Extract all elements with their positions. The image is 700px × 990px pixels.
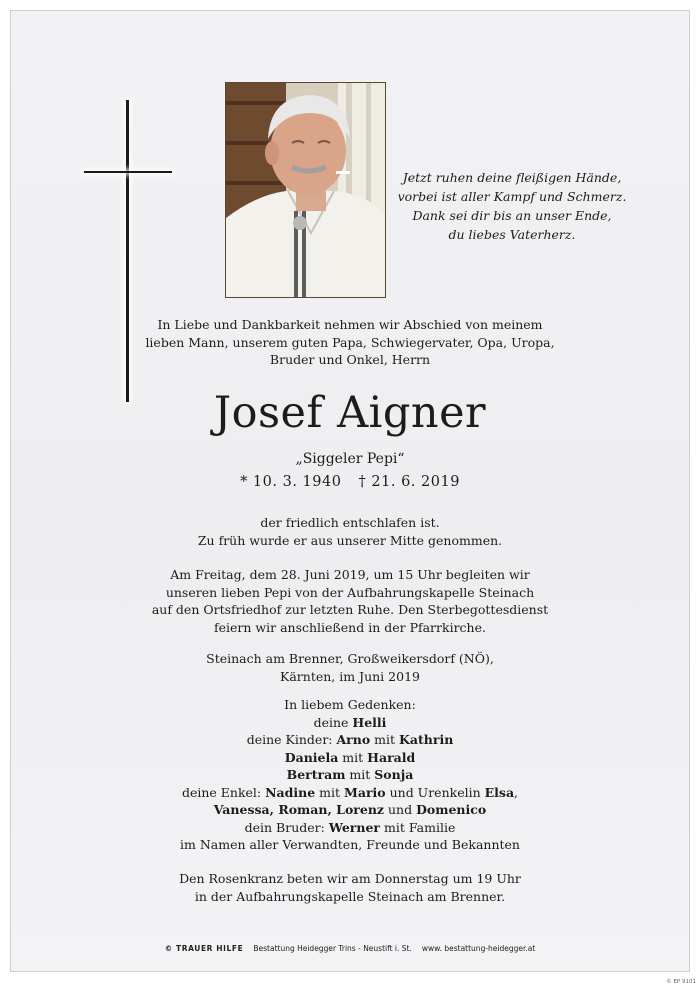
funeral-line: unseren lieben Pepi von der Aufbahrungskapelle Steinach <box>165 584 535 600</box>
death-date: † 21. 6. 2019 <box>358 474 460 490</box>
verse-line: Jetzt ruhen deine fleißigen Hände, <box>402 170 622 185</box>
intro-line: Bruder und Onkel, Herrn <box>269 352 431 367</box>
mourner-others: im Namen aller Verwandten, Freunde und Bekannten <box>180 837 520 852</box>
place-date-line: Steinach am Brenner, Großweikersdorf (NÖ), <box>206 651 494 666</box>
mourner-grandchildren: Vanessa, Roman, Lorenz und Domenico <box>213 802 487 817</box>
partner-name: Harald <box>367 749 416 765</box>
passing-text <box>0 514 700 549</box>
grandchild-name: Nadine <box>265 784 316 800</box>
grandchild-names: Vanessa, Roman, Lorenz <box>213 802 385 817</box>
deceased-nickname: „Siggeler Pepi“ <box>295 451 405 467</box>
child-name: Arno <box>336 732 371 747</box>
mourners-list <box>0 696 700 854</box>
funeral-line: auf den Ortsfriedhof zur letzten Ruhe. Den Sterbegottesdienst <box>151 602 549 617</box>
partner-name: Kathrin <box>399 732 454 747</box>
great-grandchild-name: Elsa <box>484 784 515 800</box>
passing-line: Zu früh wurde er aus unserer Mitte genommen. <box>197 532 503 548</box>
mourner-wife: deine Helli <box>313 714 387 730</box>
mourners-heading: In liebem Gedenken: <box>284 697 416 712</box>
passing-line: der friedlich entschlafen ist. <box>260 515 440 530</box>
verse-line: du liebes Vaterherz. <box>448 227 576 242</box>
footer-website: www. bestattung-heidegger.at <box>421 944 536 953</box>
memorial-verse <box>392 168 632 244</box>
intro-line: In Liebe und Dankbarkeit nehmen wir Abschied von meinem <box>157 317 543 332</box>
rosary-line: in der Aufbahrungskapelle Steinach am Brenner. <box>194 888 506 904</box>
footer-brand: © TRAUER HILFE <box>164 944 244 953</box>
child-name: Bertram <box>286 767 346 782</box>
mourner-children: Bertram mit Sonja <box>286 767 414 782</box>
rosary-text <box>0 870 700 905</box>
mourner-brother: dein Bruder: Werner mit Familie <box>244 819 456 835</box>
cross-icon-crossbar <box>84 171 172 173</box>
rosary-line: Den Rosenkranz beten wir am Donnerstag um 19 Uhr <box>179 871 521 886</box>
place-date-line: Kärnten, im Juni 2019 <box>280 668 420 684</box>
place-date <box>0 650 700 685</box>
brother-name: Werner <box>328 819 381 835</box>
mourner-grandchildren: deine Enkel: Nadine mit Mario und Urenkelin Elsa, <box>181 784 519 800</box>
mourner-children: Daniela mit Harald <box>284 749 416 765</box>
deceased-name: Josef Aigner <box>213 388 487 438</box>
grandchild-name: Domenico <box>416 802 487 817</box>
footer <box>0 944 700 953</box>
verse-line: Dank sei dir bis an unser Ende, <box>412 208 612 223</box>
footer-company: Bestattung Heidegger Trins - Neustift i. St. <box>253 944 412 953</box>
intro-text <box>0 316 700 369</box>
funeral-line: Am Freitag, dem 28. Juni 2019, um 15 Uhr begleiten wir <box>170 567 530 582</box>
funeral-line: feiern wir anschließend in der Pfarrkirche. <box>214 619 486 635</box>
grandchild-partner-name: Mario <box>344 784 386 800</box>
mourner-children: deine Kinder: Arno mit Kathrin <box>246 732 454 747</box>
portrait-photo <box>225 82 386 298</box>
life-dates <box>0 472 700 492</box>
intro-line: lieben Mann, unserem guten Papa, Schwiegervater, Opa, Uropa, <box>145 334 555 350</box>
wife-name: Helli <box>352 714 387 730</box>
birth-date: * 10. 3. 1940 <box>240 474 342 490</box>
print-code: © EP 9101 <box>666 979 696 985</box>
child-name: Daniela <box>284 749 339 765</box>
partner-name: Sonja <box>374 767 414 782</box>
funeral-text <box>0 566 700 636</box>
verse-line: vorbei ist aller Kampf und Schmerz. <box>397 189 627 204</box>
